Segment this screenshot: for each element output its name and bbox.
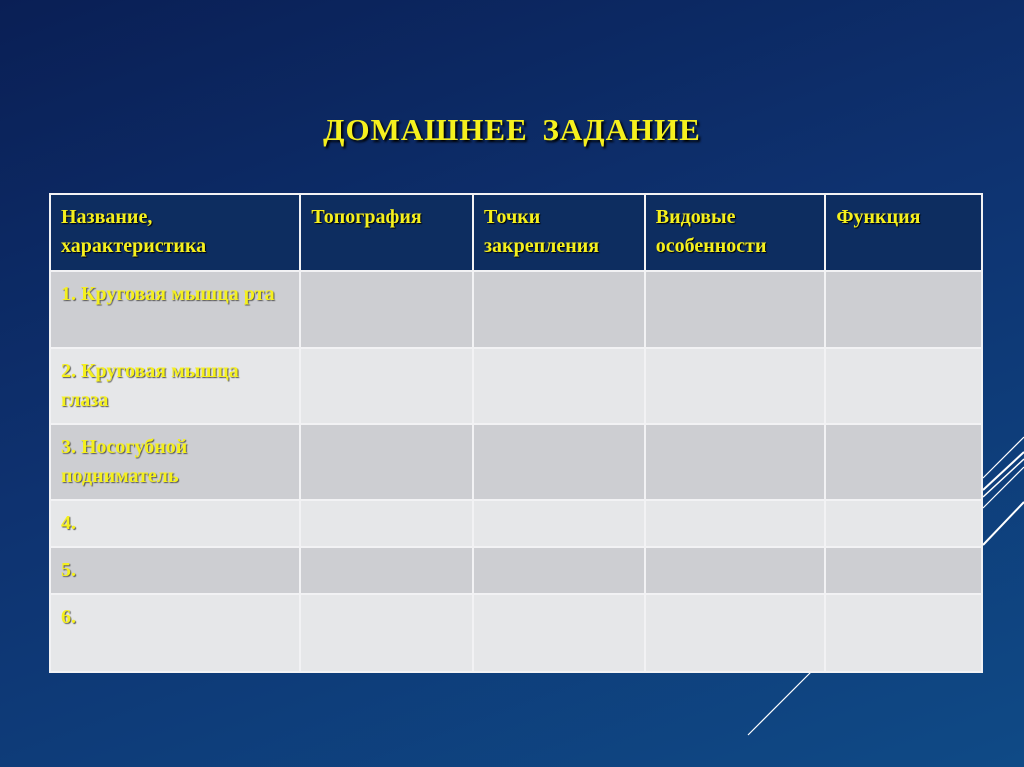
table-cell [473, 500, 645, 547]
header-attachment-points: Точки закрепления [473, 194, 645, 271]
table-cell [645, 594, 826, 672]
table-cell [645, 348, 826, 424]
table-cell [300, 594, 473, 672]
table-cell [300, 348, 473, 424]
table-cell [825, 594, 982, 672]
table-cell [300, 424, 473, 500]
row-label: 2. Круговая мышца глаза [50, 348, 300, 424]
table-cell [645, 547, 826, 594]
table-cell [300, 547, 473, 594]
header-name: Название, характеристика [50, 194, 300, 271]
table-header-row [50, 194, 982, 271]
table-cell [300, 500, 473, 547]
row-label: 6. [50, 594, 300, 672]
table-cell [473, 594, 645, 672]
table-cell [473, 547, 645, 594]
table-cell [473, 424, 645, 500]
table-cell [825, 547, 982, 594]
table-row [50, 594, 982, 672]
table-cell [645, 424, 826, 500]
table-cell [825, 500, 982, 547]
row-label: 4. [50, 500, 300, 547]
table-cell [825, 348, 982, 424]
homework-table [49, 193, 983, 673]
table-cell [825, 424, 982, 500]
header-species-features: Видовые особенности [645, 194, 826, 271]
table-row [50, 547, 982, 594]
table-cell [300, 271, 473, 348]
table-cell [473, 271, 645, 348]
header-function: Функция [825, 194, 982, 271]
table-cell [645, 500, 826, 547]
row-label: 5. [50, 547, 300, 594]
row-label: 3. Носогубной подниматель [50, 424, 300, 500]
table-cell [645, 271, 826, 348]
table-cell [825, 271, 982, 348]
table-row [50, 348, 982, 424]
slide-title: ДОМАШНЕЕ ЗАДАНИЕ [323, 112, 701, 147]
table-cell [473, 348, 645, 424]
table-row [50, 271, 982, 348]
header-topography: Топография [300, 194, 473, 271]
row-label: 1. Круговая мышца рта [50, 271, 300, 348]
table-row [50, 424, 982, 500]
table-row [50, 500, 982, 547]
